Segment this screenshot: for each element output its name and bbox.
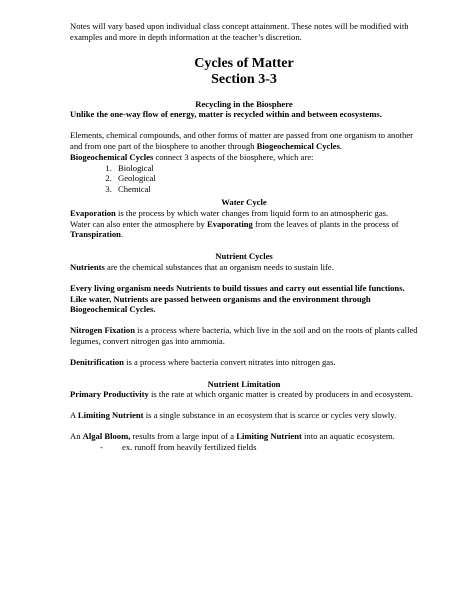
document-content: [70, 21, 418, 453]
denitrification-definition: Denitrification is a process where bacteria convert nitrates into nitrogen gas.: [70, 356, 336, 367]
primary-productivity-definition: Primary Productivity is the rate at which organic matter is created by producers in and ecosystem.: [70, 389, 413, 400]
transpiration-paragraph: Water can also enter the atmosphere by Evaporating from the leaves of plants in the process of Transpiration.: [70, 218, 399, 240]
recycling-statement: Unlike the one-way flow of energy, matter is recycled within and between ecosystems.: [70, 109, 382, 120]
evaporation-definition: Evaporation is the process by which water changes from liquid form to an atmospheric gas.: [70, 207, 389, 218]
recycling-paragraph-2: Biogeochemical Cycles connect 3 aspects of the biosphere, which are:: [70, 151, 314, 162]
aspect-item: 3. Chemical: [114, 184, 418, 195]
page-title: [70, 56, 418, 88]
nutrients-definition: Nutrients are the chemical substances that an organism needs to sustain life.: [70, 261, 334, 272]
title-line-2: Section 3-3: [211, 71, 277, 87]
example-list: [70, 442, 418, 453]
example-item: - ex. runoff from heavily fertilized fields: [100, 442, 418, 453]
limiting-nutrient-definition: A Limiting Nutrient is a single substance in an ecosystem that is scarce or cycles very slowly.: [70, 410, 397, 421]
aspect-item: 1. Biological: [114, 163, 418, 174]
heading-water-cycle: Water Cycle: [221, 196, 267, 207]
aspect-item: 2. Geological: [114, 173, 418, 184]
aspects-list: [70, 163, 418, 195]
heading-nutrient-cycles: Nutrient Cycles: [215, 251, 273, 262]
nutrient-statement: Every living organism needs Nutrients to build tissues and carry out essential life functions. Like water, Nutrients are passed between organisms and the environment through Biogeochemical Cycles.: [70, 282, 405, 315]
heading-recycling: Recycling in the Biosphere: [195, 98, 293, 109]
recycling-paragraph-1: Elements, chemical compounds, and other forms of matter are passed from one organism to another and from one part of the biosphere to another through Biogeochemical Cycles.: [70, 130, 414, 151]
algal-bloom-definition: An Algal Bloom, results from a large input of a Limiting Nutrient into an aquatic ecosystem.: [70, 430, 395, 441]
intro-note: Notes will vary based upon individual class concept attainment. These notes will be modified with examples and more in depth information at the teacher’s discretion.: [70, 21, 409, 42]
title-line-1: Cycles of Matter: [194, 55, 294, 71]
nitrogen-fixation-definition: Nitrogen Fixation is a process where bacteria, which live in the soil and on the roots of plants called legumes, convert nitrogen gas into ammonia.: [70, 325, 418, 346]
heading-nutrient-limitation: Nutrient Limitation: [207, 378, 281, 389]
